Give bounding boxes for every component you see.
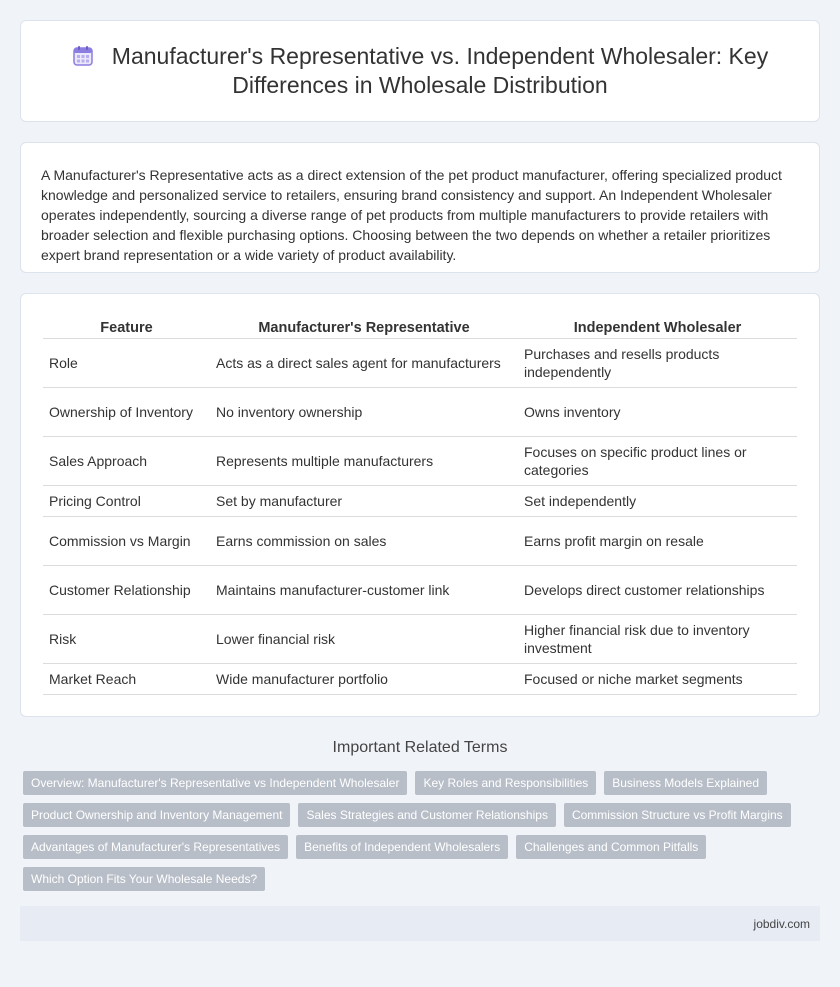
related-term-tag[interactable]: Advantages of Manufacturer's Representatives: [23, 835, 288, 859]
representative-cell: Set by manufacturer: [210, 486, 518, 517]
feature-cell: Market Reach: [43, 664, 210, 695]
wholesaler-cell: Earns profit margin on resale: [518, 517, 797, 566]
table-row: [43, 566, 797, 615]
feature-cell: Customer Relationship: [43, 566, 210, 615]
related-term-tag[interactable]: Which Option Fits Your Wholesale Needs?: [23, 867, 265, 891]
table-row: [43, 486, 797, 517]
footer-brand[interactable]: jobdiv.com: [753, 916, 810, 931]
related-term-tag[interactable]: Commission Structure vs Profit Margins: [564, 803, 791, 827]
related-terms-list: [0, 771, 840, 891]
related-term-tag[interactable]: Key Roles and Responsibilities: [415, 771, 596, 795]
wholesaler-cell: Develops direct customer relationships: [518, 566, 797, 615]
related-term-tag[interactable]: Benefits of Independent Wholesalers: [296, 835, 508, 859]
table-row: [43, 615, 797, 664]
wholesaler-cell: Higher financial risk due to inventory investment: [518, 615, 797, 664]
table-row: [43, 388, 797, 437]
feature-cell: Risk: [43, 615, 210, 664]
table-header-row: [43, 312, 797, 339]
wholesaler-cell: Set independently: [518, 486, 797, 517]
title-card: [20, 20, 820, 122]
representative-cell: Maintains manufacturer-customer link: [210, 566, 518, 615]
feature-cell: Pricing Control: [43, 486, 210, 517]
column-header-feature: Feature: [43, 312, 210, 339]
feature-cell: Commission vs Margin: [43, 517, 210, 566]
related-term-tag[interactable]: Product Ownership and Inventory Management: [23, 803, 290, 827]
wholesaler-cell: Focuses on specific product lines or categories: [518, 437, 797, 486]
representative-cell: Represents multiple manufacturers: [210, 437, 518, 486]
column-header-independent-wholesaler: Independent Wholesaler: [518, 312, 797, 339]
related-term-tag[interactable]: Challenges and Common Pitfalls: [516, 835, 706, 859]
related-term-tag[interactable]: Business Models Explained: [604, 771, 767, 795]
table-row: [43, 437, 797, 486]
representative-cell: Earns commission on sales: [210, 517, 518, 566]
wholesaler-cell: Purchases and resells products independently: [518, 339, 797, 388]
feature-cell: Ownership of Inventory: [43, 388, 210, 437]
feature-cell: Sales Approach: [43, 437, 210, 486]
page-title: Manufacturer's Representative vs. Independent Wholesaler: Key Differences in Wholesale Distribution: [111, 43, 769, 98]
representative-cell: Lower financial risk: [210, 615, 518, 664]
intro-card: [20, 142, 820, 273]
table-row: [43, 517, 797, 566]
footer: [20, 906, 820, 941]
representative-cell: No inventory ownership: [210, 388, 518, 437]
wholesaler-cell: Focused or niche market segments: [518, 664, 797, 695]
representative-cell: Acts as a direct sales agent for manufacturers: [210, 339, 518, 388]
calendar-icon: [72, 45, 94, 67]
feature-cell: Role: [43, 339, 210, 388]
table-row: [43, 339, 797, 388]
table-row: [43, 664, 797, 695]
intro-paragraph: A Manufacturer's Representative acts as a direct extension of the pet product manufacturer, offering specialized product knowledge and personalized service to retailers, ensuring brand consistency and support. An Independent Wholesaler operates independently, sourcing a diverse range of pet products from multiple manufacturers to provide retailers with broader selection and flexible purchasing options. Choosing between the two depends on whether a retailer prioritizes expert brand representation or a wide variety of product availability.: [41, 167, 782, 263]
comparison-card: [20, 293, 820, 717]
related-term-tag[interactable]: Overview: Manufacturer's Representative vs Independent Wholesaler: [23, 771, 407, 795]
wholesaler-cell: Owns inventory: [518, 388, 797, 437]
related-term-tag[interactable]: Sales Strategies and Customer Relationships: [298, 803, 555, 827]
comparison-table: [43, 312, 797, 695]
related-terms-heading: Important Related Terms: [332, 739, 508, 756]
representative-cell: Wide manufacturer portfolio: [210, 664, 518, 695]
column-header-manufacturers-representative: Manufacturer's Representative: [210, 312, 518, 339]
